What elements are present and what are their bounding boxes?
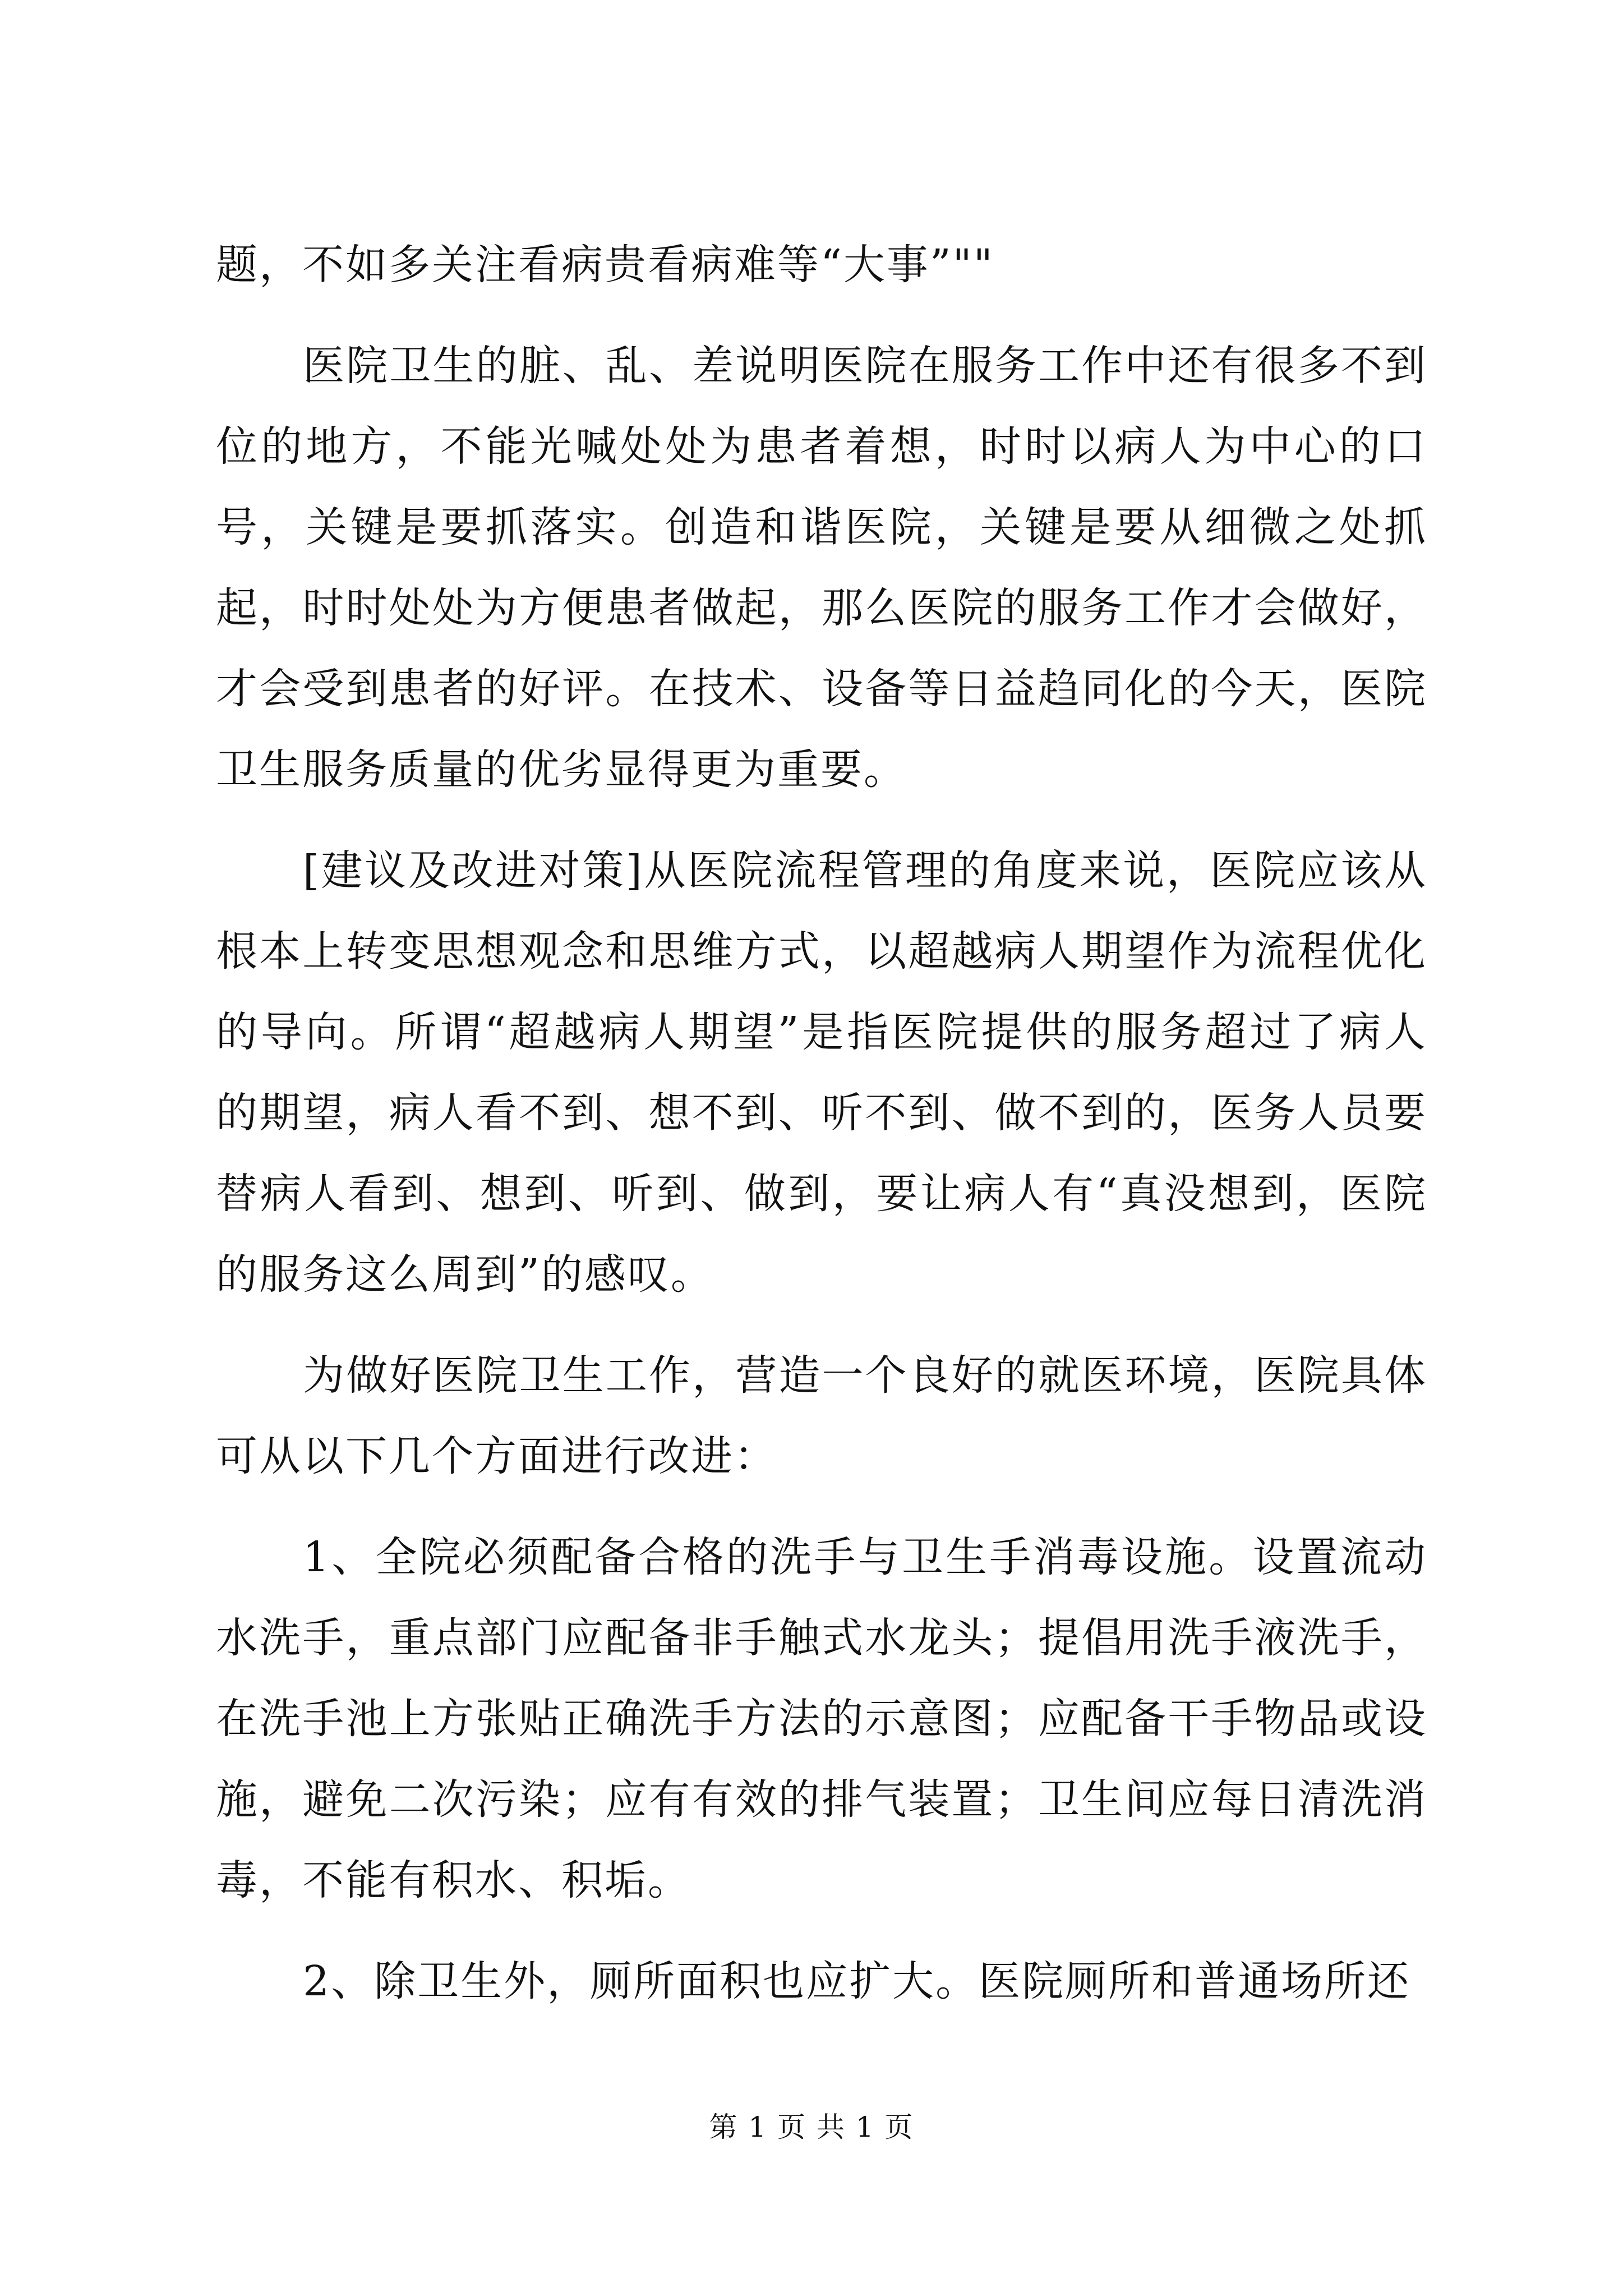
paragraph-item-1: 1、全院必须配备合格的洗手与卫生手消毒设施。设置流动水洗手，重点部门应配备非手触式水龙头；提倡用洗手液洗手，在洗手池上方张贴正确洗手方法的示意图；应配备干手物品或设施，避免二次污染；应有有效的排气装置；卫生间应每日清洗消毒，不能有积水、积垢。: [216, 1533, 1427, 1904]
paragraph-continuation: 题，不如多关注看病贵看病难等“大事”"": [216, 241, 994, 289]
document-body: [216, 224, 1427, 2022]
paragraph-improvement-intro: 为做好医院卫生工作，营造一个良好的就医环境，医院具体可从以下几个方面进行改进：: [216, 1351, 1427, 1480]
paragraph-item-2: 2、除卫生外，厕所面积也应扩大。医院厕所和普通场所还: [303, 1957, 1411, 2005]
paragraph-suggestions: [建议及改进对策]从医院流程管理的角度来说，医院应该从根本上转变思想观念和思维方式，以超越病人期望作为流程优化的导向。所谓“超越病人期望”是指医院提供的服务超过了病人的期望，病人看不到、想不到、听不到、做不到的，医务人员要替病人看到、想到、听到、做到，要让病人有“真没想到，医院的服务这么周到”的感叹。: [216, 846, 1427, 1299]
paragraph-hospital-hygiene: 医院卫生的脏、乱、差说明医院在服务工作中还有很多不到位的地方，不能光喊处处为患者着想，时时以病人为中心的口号，关键是要抓落实。创造和谐医院，关键是要从细微之处抓起，时时处处为方便患者做起，那么医院的服务工作才会做好，才会受到患者的好评。在技术、设备等日益趋同化的今天，医院卫生服务质量的优劣显得更为重要。: [216, 342, 1427, 794]
page-footer: 第 1 页 共 1 页: [709, 2111, 914, 2143]
